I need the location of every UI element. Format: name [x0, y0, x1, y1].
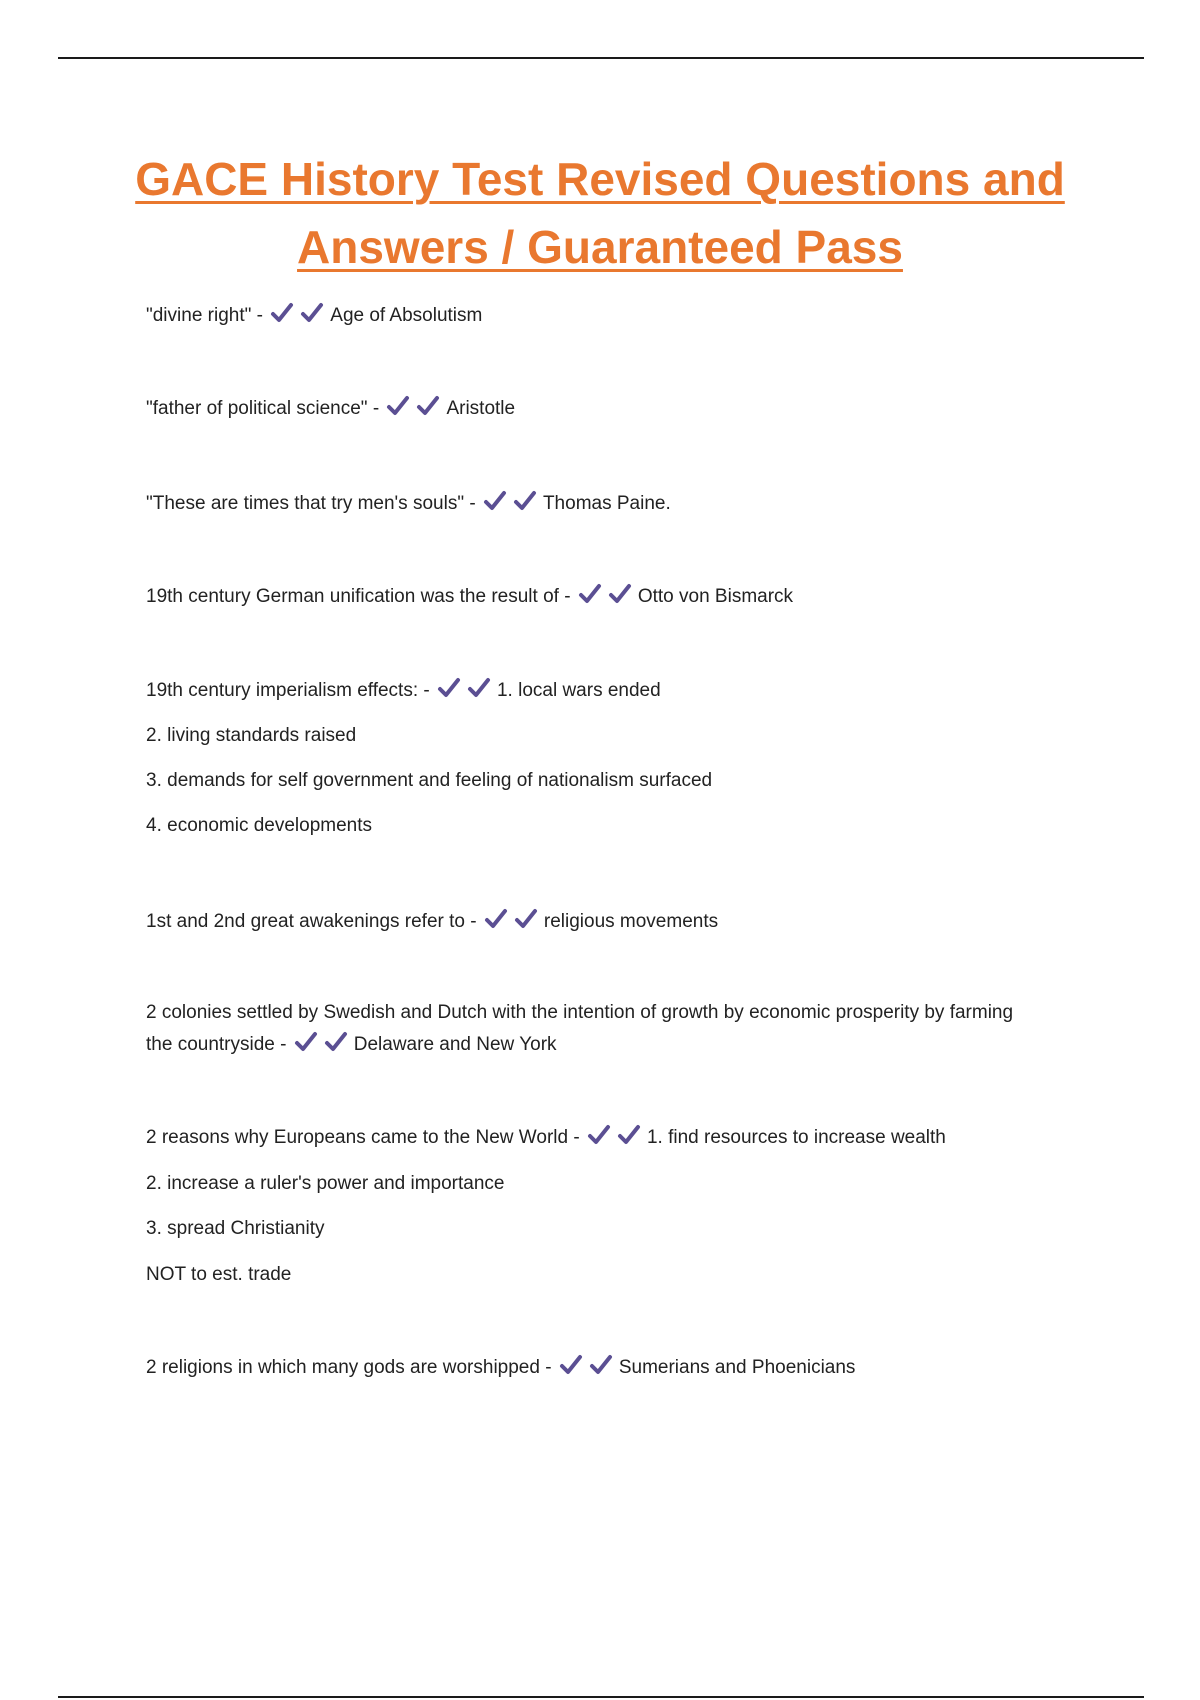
- qa-item: [146, 906, 1096, 938]
- answer-continuation: 4. economic developments: [146, 815, 373, 836]
- check-icon: [324, 1031, 348, 1053]
- check-icon: [437, 677, 461, 699]
- answer-continuation: 3. demands for self government and feeling of nationalism surfaced: [146, 770, 713, 791]
- qa-item: [146, 1352, 1096, 1384]
- qa-line: [146, 675, 1096, 707]
- question-text: 19th century German unification was the result of -: [146, 586, 571, 607]
- check-icon: [467, 677, 491, 699]
- check-icon: [559, 1354, 583, 1376]
- question-text: 2 religions in which many gods are worshipped -: [146, 1357, 552, 1378]
- question-text: "father of political science" -: [146, 398, 380, 419]
- qa-line: [146, 488, 1096, 520]
- qa-item: [146, 675, 1096, 842]
- check-icon: [484, 908, 508, 930]
- check-icon: [300, 302, 324, 324]
- check-icon: [617, 1124, 641, 1146]
- qa-item: [146, 300, 1096, 332]
- answer-text: religious movements: [543, 911, 719, 932]
- top-rule: [58, 57, 1144, 59]
- qa-item: [146, 393, 1096, 425]
- qa-line: [146, 906, 1096, 938]
- check-icon: [578, 583, 602, 605]
- answer-continuation: 2. increase a ruler's power and importance: [146, 1173, 505, 1194]
- qa-item: [146, 1122, 1096, 1291]
- check-icon: [589, 1354, 613, 1376]
- qa-item: [146, 997, 1096, 1061]
- answer-text: Age of Absolutism: [330, 305, 483, 326]
- check-icon: [483, 490, 507, 512]
- answer-continuation: 3. spread Christianity: [146, 1218, 325, 1239]
- check-icon: [416, 395, 440, 417]
- question-text-line-1: 2 colonies settled by Swedish and Dutch with the intention of growth by economic prosperity by farming: [146, 1002, 1014, 1023]
- answer-text: Sumerians and Phoenicians: [618, 1357, 856, 1378]
- check-icon: [608, 583, 632, 605]
- question-text: 2 reasons why Europeans came to the New World -: [146, 1127, 580, 1148]
- qa-line: [146, 581, 1096, 613]
- question-text: the countryside -: [146, 1034, 287, 1055]
- qa-line: [146, 1029, 1096, 1061]
- answer-text: 1. find resources to increase wealth: [646, 1127, 946, 1148]
- check-icon: [386, 395, 410, 417]
- qa-line: [146, 393, 1096, 425]
- document-title: [80, 145, 1120, 281]
- title-line-1: GACE History Test Revised Questions and: [135, 153, 1065, 205]
- check-icon: [587, 1124, 611, 1146]
- answer-text: Aristotle: [446, 398, 516, 419]
- qa-line: [146, 300, 1096, 332]
- answer-continuation: NOT to est. trade: [146, 1264, 292, 1285]
- answer-text: Otto von Bismarck: [637, 586, 794, 607]
- bottom-rule: [58, 1696, 1144, 1698]
- answer-text: Thomas Paine.: [542, 493, 671, 514]
- check-icon: [513, 490, 537, 512]
- qa-line: [146, 1352, 1096, 1384]
- title-line-2: Answers / Guaranteed Pass: [297, 221, 903, 273]
- qa-item: [146, 581, 1096, 613]
- answer-text: 1. local wars ended: [496, 680, 661, 701]
- question-text: "These are times that try men's souls" -: [146, 493, 476, 514]
- question-text: 19th century imperialism effects: -: [146, 680, 430, 701]
- answer-text: Delaware and New York: [353, 1034, 557, 1055]
- question-text: "divine right" -: [146, 305, 263, 326]
- check-icon: [294, 1031, 318, 1053]
- check-icon: [514, 908, 538, 930]
- qa-item: [146, 488, 1096, 520]
- qa-line: [146, 1122, 1096, 1154]
- answer-continuation: 2. living standards raised: [146, 725, 357, 746]
- check-icon: [270, 302, 294, 324]
- question-text: 1st and 2nd great awakenings refer to -: [146, 911, 477, 932]
